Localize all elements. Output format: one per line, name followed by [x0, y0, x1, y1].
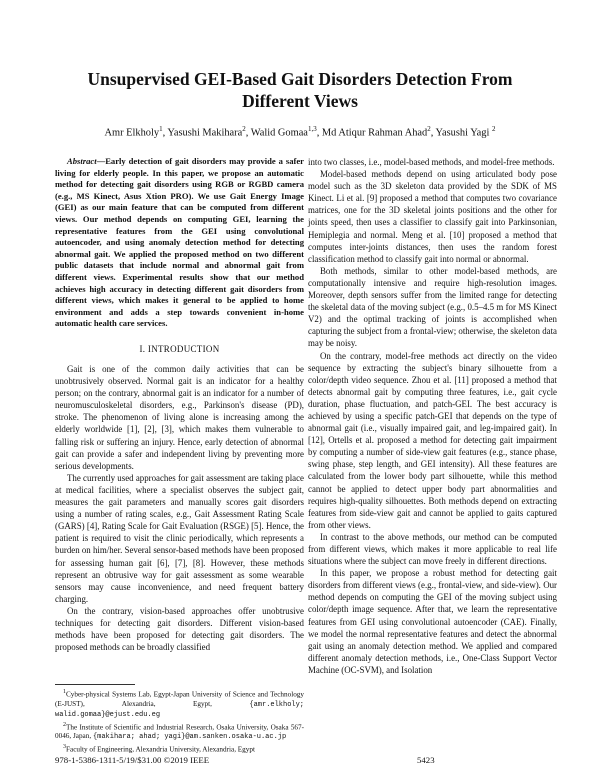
- author-name: Amr Elkholy: [104, 127, 160, 139]
- author-affiliation: 2: [242, 125, 246, 133]
- footnote-email: {makihara; ahad; yagi}@am.sanken.osaka-u.ac.jp: [92, 733, 287, 742]
- footnote-marker: 2: [63, 721, 66, 728]
- footnote-email: {amr.elkholy; walid.gomaa}@ejust.edu.eg: [55, 700, 304, 720]
- section-heading: I. INTRODUCTION: [139, 343, 220, 354]
- footnote-text: The Institute of Scientific and Industrial Research, Osaka University, Osaka 567-0046, Japan,: [55, 723, 304, 741]
- paragraph: Model-based methods depend on using articulated body pose model such as the 3D skeleton data provided by the SDK of MS Kinect. Li et al. [9] proposed a method that computes two covariance matrices, one for the 3D skeletal joints positions and the other for joints speed, then uses a classifier to classify gait into Parkinsonian, Hemiplegia and normal. Meng et al. [10] proposed a method that computes inter-joints distances, then uses the random forest classification method to classify gait into normal or abnormal.: [308, 169, 557, 264]
- footnote-rule: [55, 684, 135, 685]
- author-affiliation: 2: [427, 125, 431, 133]
- footnotes: [55, 684, 304, 755]
- left-column: [55, 156, 304, 653]
- author-affiliation: 1,3: [307, 125, 317, 133]
- right-column: [308, 156, 557, 676]
- author-name: Yasushi Makihara: [167, 127, 243, 139]
- paragraph: Both methods, similar to other model-based methods, are computationally intensive and require high-resolution images. Moreover, depth sensors suffer from the limited range for detecting the skeletal data of the moving subject (e.g., 0.5–4.5 m for MS Kinect V2) and the optimal tracking of joints is accomplished when capturing the subject from a frontal-view; otherwise, the skeleton data may be noisy.: [308, 265, 557, 349]
- paragraph: In contrast to the above methods, our method can be computed from different views, which makes it more applicable to real life situations where the subject can move freely in different directions.: [308, 531, 557, 567]
- paragraph: Gait is one of the common daily activities that can be unobtrusively observed. Normal gait is an indicator for a healthy person; on the contrary, abnormal gait is an indicator for a number of neuromusculoskeletal disorders, e.g., Parkinson's disease (PD), stroke. The phenomenon of living alone is increasing among the elderly worldwide [1], [2], [3], which makes them vulnerable to falling risk or suffering an injury. Hence, early detection of abnormal gait can provide a safer and independent living by preventing more serious developments.: [55, 364, 304, 471]
- paper-title: Unsupervised GEI-Based Gait Disorders Detection From Different Views: [87, 69, 513, 111]
- paragraph: On the contrary, model-free methods act directly on the video sequence by extracting the subject's binary silhouette from a color/depth video sequence. Zhou et al. [11] proposed a method that detects abnormal gait by computing three features, i.e., gait cycle duration, phase fluctuation, and patch-GEI. The best accuracy is achieved by using a specific patch-GEI that depends on the type of abnormal gait (i.e., visually impaired gait, and leg-impaired gait). In [12], Ortells et al. proposed a method for detecting gait impairment by computing a number of side-view gait features (e.g., stance phase, swing phase, step length, and GEI intensity). All these features are calculated from the lower body part silhouette, while this method cannot be applied to detect upper body part abnormalities and requires high-quality silhouettes. Both methods depend on extracting features from side-view gait and cannot be applied to gaits captured from other views.: [308, 350, 557, 530]
- footnote-marker: 1: [63, 689, 66, 695]
- paragraph: The currently used approaches for gait assessment are taking place at medical facilities, where a specialist observes the subject gait, measures the gait parameters and manually scores gait disorders using a number of rating scales, e.g., Gait Assessment Rating Scale (GARS) [4], Rating Scale for Gait Evaluation (RSGE) [5]. Hence, the patient is required to visit the clinic periodically, which represents a burden on him/her. Several sensor-based methods have been proposed for assessing human gait [6], [7], [8]. However, these methods represent an obtrusive way for gait assessment as some wearable sensors may cause inconvenience, and need frequent battery charging.: [55, 472, 304, 604]
- author-list: Amr Elkholy$^1$, Yasushi Makihara$^2$, Walid Gomaa$^{1,3}$, Md Atiqur Rahman Ahad$^2$, Yasushi Yagi $^2$: [104, 125, 496, 139]
- abstract-lead: Abstract: [67, 156, 97, 166]
- author-affiliation: 1: [159, 125, 163, 133]
- footnote: [55, 721, 304, 743]
- author-name: Walid Gomaa: [250, 127, 308, 139]
- footnote-text: Faculty of Engineering, Alexandria University, Alexandria, Egypt: [66, 745, 255, 754]
- footnote-text: Cyber-physical Systems Lab, Egypt-Japan University of Science and Technology (E-JUST), Alexandria, Egypt,: [55, 690, 304, 708]
- author-name: Md Atiqur Rahman Ahad: [321, 127, 428, 139]
- author-name: Yasushi Yagi: [435, 127, 490, 139]
- footnote: [55, 688, 304, 721]
- paragraph: into two classes, i.e., model-based methods, and model-free methods.: [308, 157, 555, 167]
- author-affiliation: 2: [491, 125, 496, 133]
- paragraph: On the contrary, vision-based approaches offer unobtrusive techniques for detecting gait disorders. Different vision-based methods have been proposed for detecting gait disorders. The proposed methods can be broadly classified: [55, 605, 304, 653]
- footer-copyright: 978-1-5386-1311-5/19/$31.00 ©2019 IEEE: [55, 755, 210, 765]
- paragraph: In this paper, we propose a robust method for detecting gait disorders from different views (e.g., frontal-view, and side-view). Our method depends on computing the GEI of the moving subject using color/depth image sequence. After that, we learn the representative features from GEI using convolutional autoencoder (CAE). Finally, we model the normal representative features and detect the abnormal gait using an anomaly detection method. We applied and compared different anomaly detection methods, i.e., One-Class Support Vector Machine (OC-SVM), and Isolation: [308, 568, 557, 675]
- page-number: 5423: [417, 755, 435, 765]
- abstract-body: —Early detection of gait disorders may provide a safer living for elderly people. In this paper, we propose an automatic method for detecting gait disorders using RGB or RGBD camera (e.g., MS Kinect, Asus Xtion PRO). We use Gait Energy Image (GEI) as our main feature that can be computed from different views. Our method depends on computing GEI, learning the representative features from the GEI using convolutional autoencoder, and using anomaly detection method for detecting abnormal gait. We applied the proposed method on two different public datasets that include normal and abnormal gait from different views. Experimental results show that our method achieves high accuracy in detecting different gait disorders from different views, which makes it general to be applied to home environment and adds a step towards convenient in-home automatic health care services.: [55, 156, 304, 329]
- footnote-marker: 3: [63, 743, 66, 750]
- abstract: [55, 156, 304, 330]
- footnote: [55, 743, 304, 755]
